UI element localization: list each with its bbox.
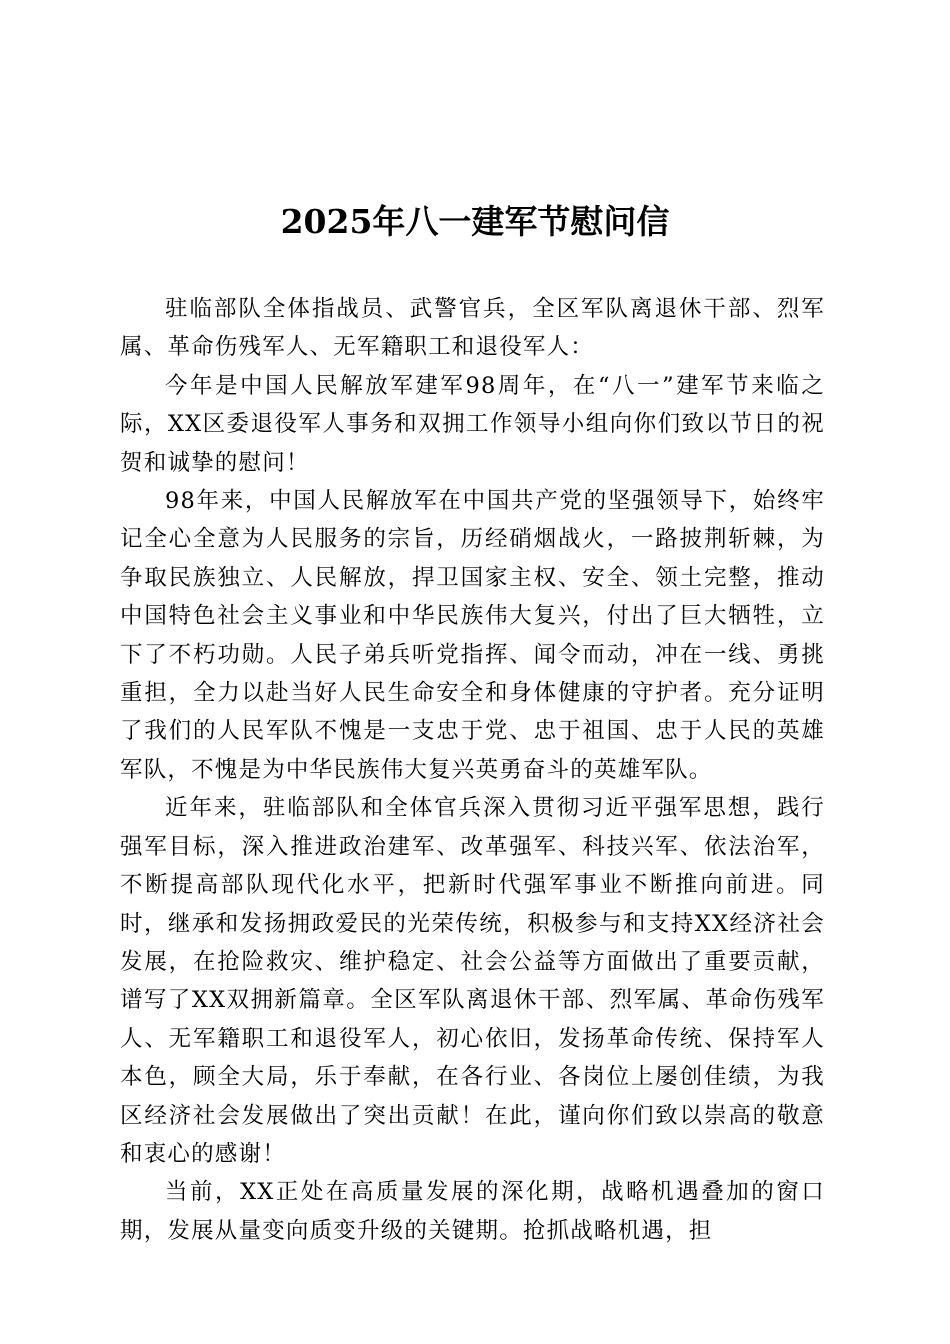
salutation-paragraph: 驻临部队全体指战员、武警官兵，全区军队离退休干部、烈军属、革命伤残军人、无军籍职工和退役军人： [120,296,825,361]
current-situation-paragraph: 当前，XX正处在高质量发展的深化期，战略机遇叠加的窗口期，发展从量变向质变升级的关键期。抢抓战略机遇，担 [120,1179,825,1244]
recent-years-paragraph: 近年来，驻临部队和全体官兵深入贯彻习近平强军思想，践行强军目标，深入推进政治建军、改革强军、科技兴军、依法治军，不断提高部队现代化水平，把新时代强军事业不断推向前进。同时，继承和发扬拥政爱民的光荣传统，积极参与和支持XX经济社会发展，在抢险救灾、维护稳定、社会公益等方面做出了重要贡献，谱写了XX双拥新篇章。全区军队离退休干部、烈军属、革命伤残军人、无军籍职工和退役军人，初心依旧，发扬革命传统、保持军人本色，顾全大局，乐于奉献，在各行业、各岗位上屡创佳绩，为我区经济社会发展做出了突出贡献！在此，谨向你们致以崇高的敬意和衷心的感谢！ [120,795,825,1167]
document-body [120,290,825,1250]
greeting-paragraph: 今年是中国人民解放军建军98周年，在“八一”建军节来临之际，XX区委退役军人事务和双拥工作领导小组向你们致以节日的祝贺和诚挚的慰问！ [120,372,825,476]
history-paragraph: 98年来，中国人民解放军在中国共产党的坚强领导下，始终牢记全心全意为人民服务的宗旨，历经硝烟战火，一路披荆斩棘，为争取民族独立、人民解放，捍卫国家主权、安全、领土完整，推动中国特色社会主义事业和中华民族伟大复兴，付出了巨大牺牲，立下了不朽功勋。人民子弟兵听党指挥、闻令而动，冲在一线、勇挑重担，全力以赴当好人民生命安全和身体健康的守护者。充分证明了我们的人民军队不愧是一支忠于党、忠于祖国、忠于人民的英雄军队，不愧是为中华民族伟大复兴英勇奋斗的英雄军队。 [120,488,825,783]
document-title: 2025年八一建军节慰问信 [280,202,670,241]
